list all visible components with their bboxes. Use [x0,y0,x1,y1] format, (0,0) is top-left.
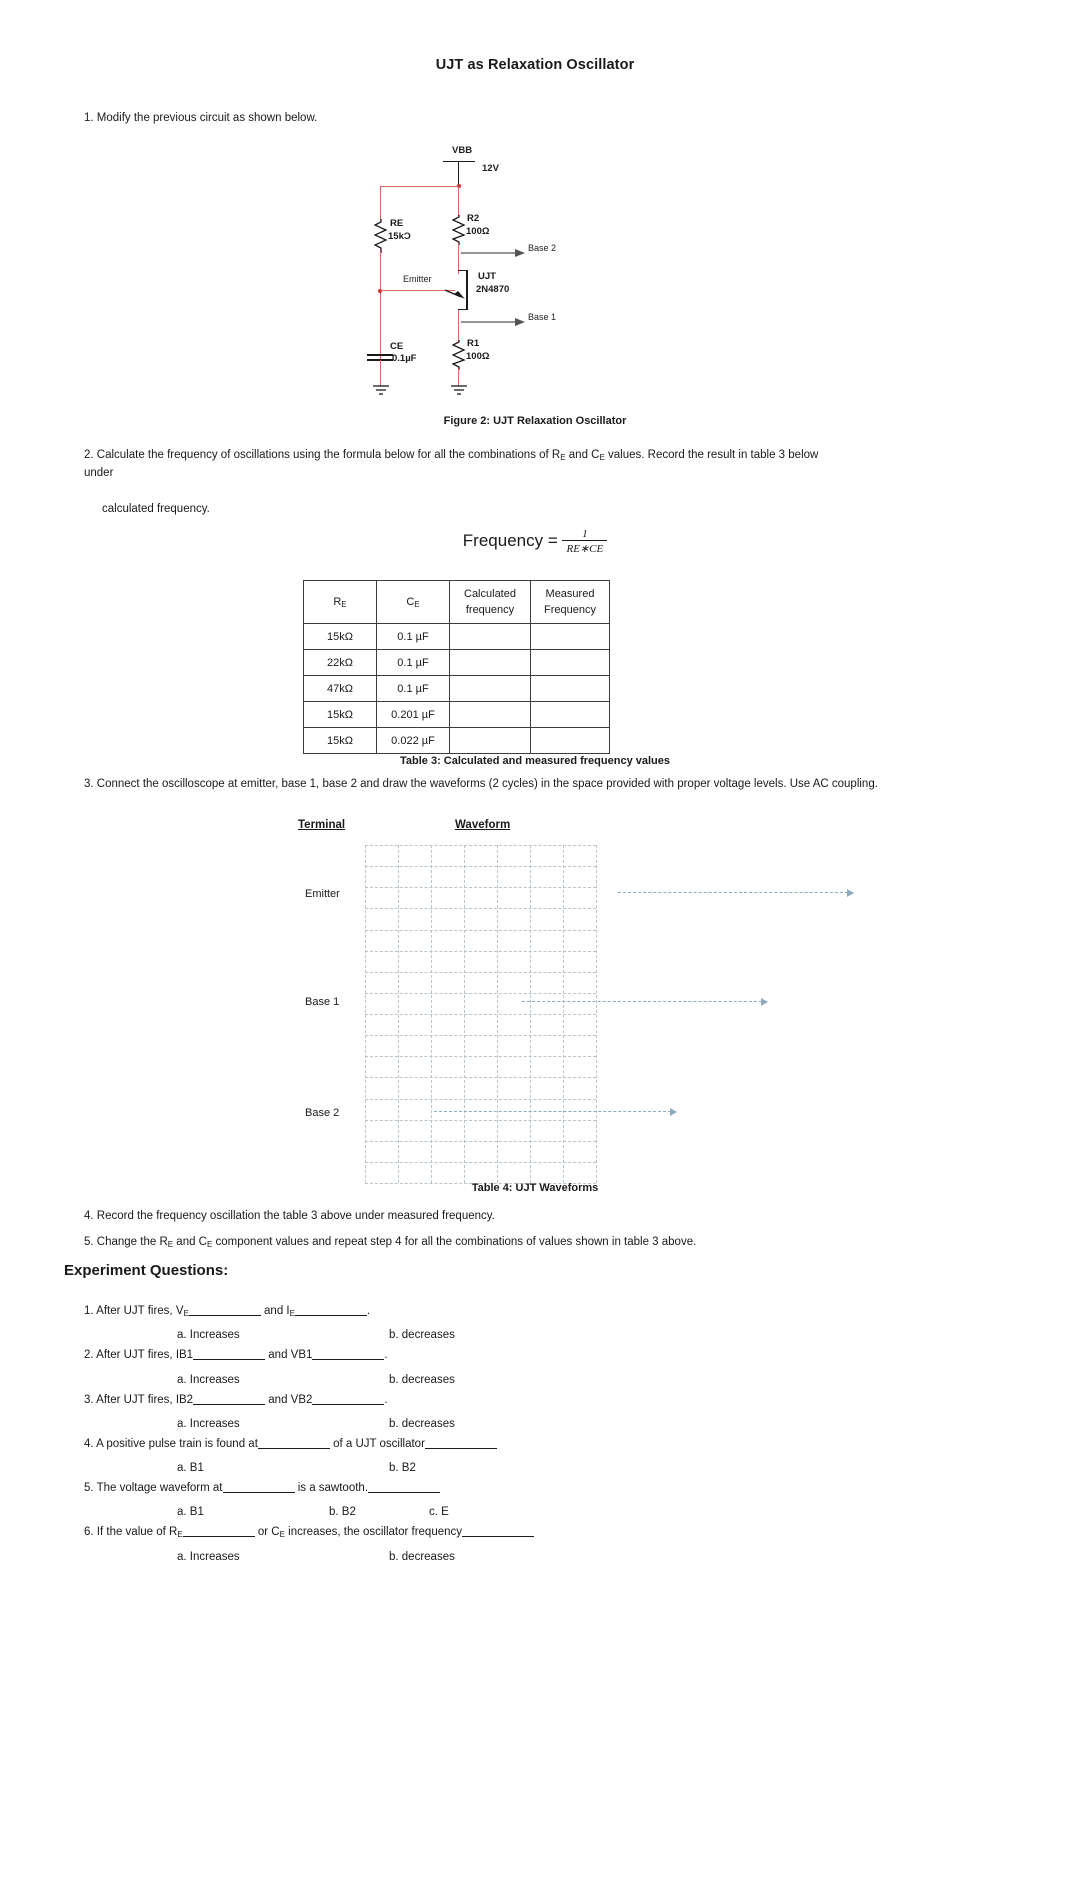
ground-icon-left [370,385,392,397]
ground-icon-right [448,385,470,397]
r1-name-label: R1 [467,338,480,349]
grid-line-horizontal [365,887,596,888]
question-item [84,1524,984,1562]
answer-blank[interactable] [223,1481,295,1493]
row-label-base1: Base 1 [305,996,340,1008]
ujt-top-lead [458,270,467,271]
question-options [129,1372,984,1386]
cell-re: 47kΩ [304,676,377,702]
terminal-column-header: Terminal [298,819,346,831]
cell-calculated[interactable] [450,650,531,676]
r2-value-label: 100Ω [466,226,490,237]
ujt-part-label: 2N4870 [476,284,510,295]
base1-waveform-arrow [522,1001,767,1002]
circuit-diagram [330,145,660,405]
ujt-to-r1-wire [458,310,459,341]
answer-blank[interactable] [425,1437,497,1449]
base1-label: Base 1 [528,312,557,322]
cell-ce: 0.1 µF [377,676,450,702]
answer-blank[interactable] [312,1348,384,1360]
re-value-label: 15kƆ [388,231,411,242]
grid-line-horizontal [365,1141,596,1142]
grid-line-horizontal [365,972,596,973]
question-option[interactable]: c. E [429,1506,449,1519]
question-text [84,1524,984,1541]
answer-blank[interactable] [312,1393,384,1405]
waveform-section [0,815,1070,1195]
grid-line-horizontal [365,908,596,909]
re-top-wire [380,186,381,220]
question-option[interactable]: b. decreases [389,1417,455,1430]
cell-re: 15kΩ [304,624,377,650]
answer-blank[interactable] [193,1393,265,1405]
header-re-text: R [333,595,342,608]
table-3 [303,580,610,754]
question-text [84,1303,984,1320]
step-2-continuation: calculated frequency. [102,502,210,515]
header-ce-sub: E [414,599,420,609]
question-option[interactable]: a. B1 [177,1462,204,1474]
question-item [84,1303,984,1341]
formula-fraction [562,528,607,555]
header-ce [377,581,450,624]
question-options [129,1504,984,1518]
question-item [84,1480,984,1518]
cell-ce: 0.201 µF [377,702,450,728]
grid-line-horizontal [365,1099,596,1100]
formula-denominator: RE∗CE [562,540,607,555]
step-5-part-a: 5. Change the R [84,1236,168,1248]
header-re-sub: E [341,599,347,609]
frequency-formula [0,528,1070,555]
question-middle: and VB1 [265,1349,313,1362]
re-bottom-wire [380,252,381,362]
question-item [84,1436,984,1474]
step-5-part-c: component values and repeat step 4 for all the combinations of values shown in table 3 above. [212,1236,697,1248]
grid-line-horizontal [365,951,596,952]
ce-bottom-wire [380,360,381,386]
grid-line-horizontal [365,1056,596,1057]
header-meas-line1: Measured [545,587,595,600]
answer-blank[interactable] [295,1304,367,1316]
table-row [304,728,610,754]
header-calc-line2: frequency [465,604,515,616]
questions-list [84,1303,984,1569]
table-row [304,702,610,728]
emitter-wire [380,290,455,291]
step-1-text: 1. Modify the previous circuit as shown below. [84,112,318,124]
question-prefix: 5. The voltage waveform at [84,1482,223,1494]
cell-ce: 0.1 µF [377,624,450,650]
header-re [304,581,377,624]
header-measured-frequency [531,581,610,624]
question-middle: of a UJT oscillator [329,1437,425,1450]
r1-resistor-symbol [452,340,466,370]
grid-line-horizontal [365,1120,596,1121]
waveform-grid[interactable] [365,845,596,1183]
step-2-sub-re: E [560,453,566,462]
cell-measured[interactable] [531,624,610,650]
question-sub-1: E [177,1530,183,1540]
table-row [304,676,610,702]
cell-ce: 0.022 µF [377,728,450,754]
question-suffix: . [384,1393,388,1406]
page-title: UJT as Relaxation Oscillator [435,57,635,73]
step-5-text [84,1234,696,1252]
question-item [84,1392,984,1430]
cell-re: 15kΩ [304,728,377,754]
row-label-base2: Base 2 [305,1107,340,1119]
question-option[interactable]: b. B2 [389,1462,416,1474]
supply-voltage-label: 12V [482,163,499,174]
question-options [129,1549,984,1563]
grid-line-horizontal [365,845,596,846]
figure-caption: Figure 2: UJT Relaxation Oscillator [443,415,627,427]
grid-line-vertical [596,845,597,1183]
cell-measured[interactable] [531,650,610,676]
base2-waveform-arrow [434,1111,676,1112]
header-calc-line1: Calculated [464,587,516,600]
vbb-label: VBB [452,145,473,156]
answer-blank[interactable] [189,1304,261,1316]
header-calculated-frequency [450,581,531,624]
grid-line-horizontal [365,993,596,994]
table-row [304,624,610,650]
answer-blank[interactable] [258,1437,330,1449]
cell-re: 15kΩ [304,702,377,728]
ce-plate-top [367,354,393,356]
question-prefix: 1. After UJT fires, V [84,1305,184,1317]
cell-ce: 0.1 µF [377,650,450,676]
question-prefix: 6. If the value of R [84,1526,178,1539]
grid-line-horizontal [365,866,596,867]
question-prefix: 4. A positive pulse train is found at [84,1437,258,1450]
question-middle: is a sawtooth. [294,1482,369,1494]
formula-numerator: 1 [582,528,588,540]
question-option[interactable]: a. Increases [177,1417,240,1430]
ujt-name-label: UJT [478,271,496,282]
row-label-emitter: Emitter [305,888,340,900]
question-middle: and I [260,1305,290,1317]
question-item [84,1347,984,1385]
question-suffix: . [384,1349,388,1362]
step-5-sub-re: E [167,1240,174,1249]
question-options [129,1327,984,1341]
r2-resistor-symbol [452,215,466,245]
header-meas-line2: Frequency [544,604,596,616]
step-2-sub-ce: E [599,453,605,462]
formula-lead: Frequency = [462,530,563,550]
base2-label: Base 2 [528,243,557,253]
question-option[interactable]: b. decreases [389,1550,455,1563]
answer-blank[interactable] [368,1481,440,1493]
question-option[interactable]: b. decreases [389,1373,455,1386]
experiment-questions-heading: Experiment Questions: [64,1262,229,1279]
question-option[interactable]: a. Increases [177,1329,240,1342]
grid-line-horizontal [365,930,596,931]
table-row [304,650,610,676]
ce-value-label: 0.1µF [392,353,417,364]
question-option[interactable]: a. B1 [177,1506,204,1519]
ce-name-label: CE [390,341,404,352]
cell-calculated[interactable] [450,676,531,702]
header-ce-text: C [406,595,415,608]
step-2-text [84,447,824,518]
question-suffix: . [366,1305,371,1317]
question-option[interactable]: b. decreases [389,1329,455,1342]
step-2-part-b: and C [565,449,600,461]
question-options [129,1416,984,1430]
cell-measured[interactable] [531,702,610,728]
cell-measured[interactable] [531,728,610,754]
top-rail-wire [380,186,460,187]
step-5-sub-ce: E [207,1240,213,1249]
ujt-bar [466,270,468,310]
grid-line-horizontal [365,1035,596,1036]
r1-bottom-wire [458,369,459,386]
cell-re: 22kΩ [304,650,377,676]
question-option[interactable]: b. B2 [329,1506,356,1519]
base1-arrow-icon [461,317,527,327]
question-prefix: 3. After UJT fires, IB2 [84,1393,194,1406]
question-middle: or C [254,1526,280,1539]
r2-top-wire [458,186,459,216]
question-sub-1: E [183,1309,189,1318]
question-suffix: increases, the oscillator frequency [284,1526,463,1539]
step-4-text: 4. Record the frequency oscillation the table 3 above under measured frequency. [84,1210,495,1222]
question-text [84,1347,984,1364]
step-5-part-b: and C [173,1236,207,1248]
answer-blank[interactable] [193,1348,265,1360]
answer-blank[interactable] [183,1525,255,1537]
grid-line-horizontal [365,1014,596,1015]
emitter-label: Emitter [403,274,432,284]
grid-line-horizontal [365,1162,596,1163]
question-prefix: 2. After UJT fires, IB1 [84,1349,194,1362]
question-option[interactable]: a. Increases [177,1550,240,1563]
re-resistor-symbol [374,219,388,253]
question-sub-2: E [289,1309,295,1318]
cell-calculated[interactable] [450,702,531,728]
r2-name-label: R2 [467,213,480,224]
re-name-label: RE [390,218,404,229]
cell-measured[interactable] [531,676,610,702]
question-sub-2: E [279,1530,285,1540]
waveform-column-header: Waveform [455,819,511,831]
step-2-part-a: 2. Calculate the frequency of oscillations using the formula below for all the combinations of R [84,449,561,461]
emitter-arrow-icon [445,283,467,299]
emitter-waveform-arrow [618,892,853,893]
cell-calculated[interactable] [450,624,531,650]
table-4-caption: Table 4: UJT Waveforms [471,1182,599,1194]
table-3-caption: Table 3: Calculated and measured frequency values [399,755,670,767]
base2-arrow-icon [461,248,527,258]
question-middle: and VB2 [265,1393,313,1406]
question-options [129,1460,984,1474]
r1-value-label: 100Ω [466,351,490,362]
step-2-part-c: values. Record the result in table 3 below under [84,449,819,479]
cell-calculated[interactable] [450,728,531,754]
question-text [84,1480,984,1497]
answer-blank[interactable] [462,1525,534,1537]
question-text [84,1436,984,1453]
grid-line-horizontal [365,1077,596,1078]
question-option[interactable]: a. Increases [177,1373,240,1386]
table-header-row [304,581,610,624]
step-3-text: 3. Connect the oscilloscope at emitter, base 1, base 2 and draw the waveforms (2 cycles) in the space provided with proper voltage levels. Use AC coupling. [84,778,878,790]
question-text [84,1392,984,1409]
